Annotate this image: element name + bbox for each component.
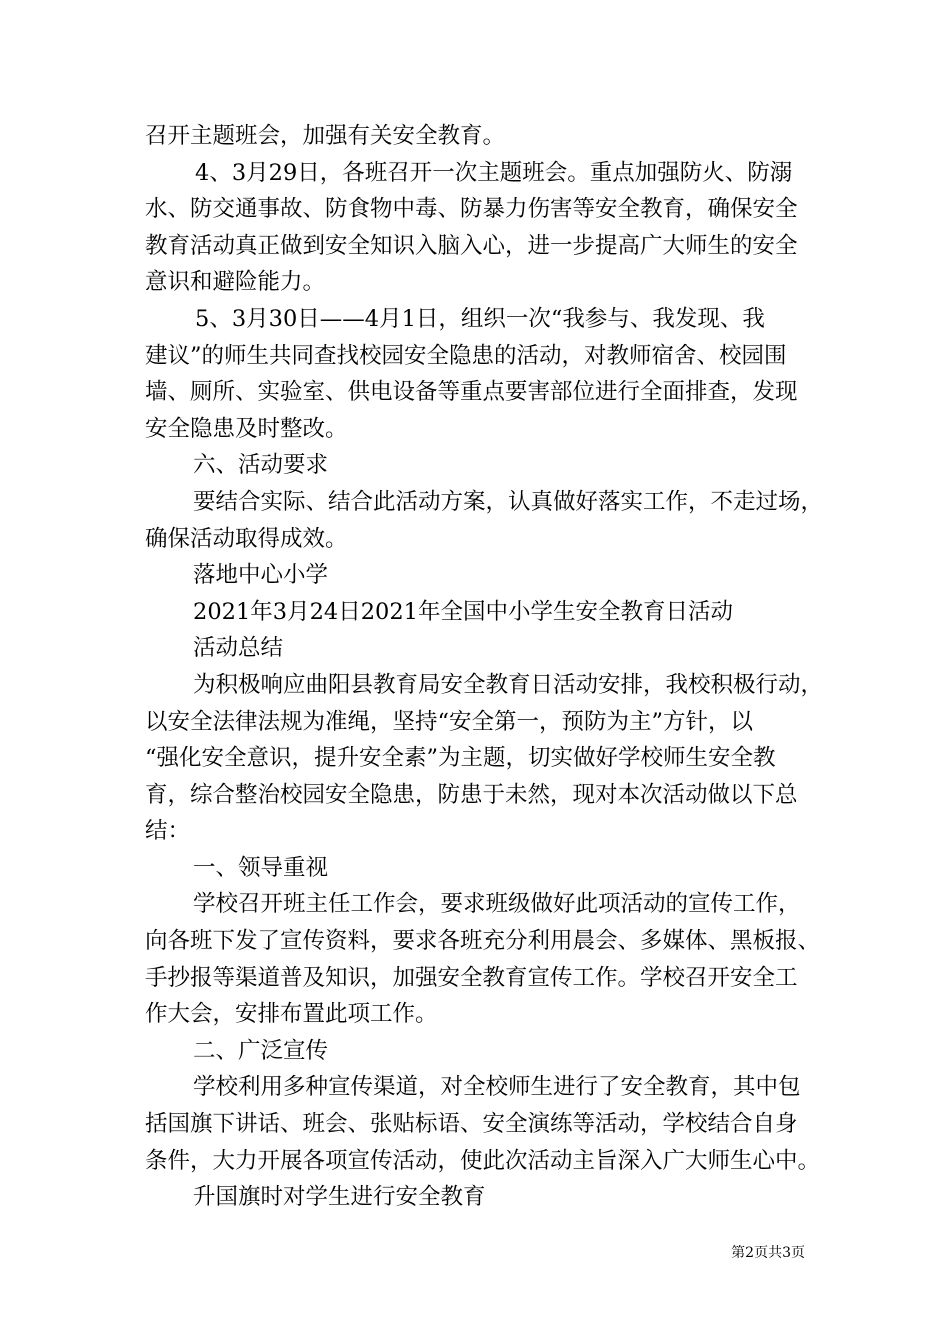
section-heading: 二、广泛宣传 — [193, 1037, 329, 1064]
text-line: 学校召开班主任工作会，要求班级做好此项活动的宣传工作， — [193, 891, 801, 918]
text-line: 为积极响应曲阳县教育局安全教育日活动安排，我校积极行动， — [193, 671, 824, 698]
text-line: 水、防交通事故、防食物中毒、防暴力伤害等安全教育，确保安全 — [145, 196, 798, 223]
text-line: 条件，大力开展各项宣传活动，使此次活动主旨深入广大师生心中。 — [145, 1147, 821, 1174]
text-line: 向各班下发了宣传资料，要求各班充分利用晨会、多媒体、黑板报、 — [145, 928, 821, 955]
text-line: 确保活动取得成效。 — [145, 525, 348, 552]
text-line: 手抄报等渠道普及知识，加强安全教育宣传工作。学校召开安全工 — [145, 964, 798, 991]
document-body — [145, 118, 825, 1216]
section-heading: 六、活动要求 — [193, 452, 329, 479]
text-line: 意识和避险能力。 — [145, 269, 326, 296]
text-line: 建议”的师生共同查找校园安全隐患的活动，对教师宿舍、校园围 — [145, 342, 787, 369]
text-line: 升国旗时对学生进行安全教育 — [193, 1184, 486, 1211]
text-line: 墙、厕所、实验室、供电设备等重点要害部位进行全面排查，发现 — [145, 379, 798, 406]
text-line: 5、3月30日——4月1日，组织一次“我参与、我发现、我 — [195, 305, 765, 332]
page-number: 第2页共3页 — [731, 1245, 805, 1261]
text-line: 召开主题班会，加强有关安全教育。 — [145, 123, 506, 149]
text-line: 安全隐患及时整改。 — [145, 415, 348, 442]
section-heading: 一、领导重视 — [193, 854, 329, 881]
document-title: 活动总结 — [193, 635, 284, 662]
text-line: 要结合实际、结合此活动方案，认真做好落实工作，不走过场， — [193, 488, 824, 515]
text-line: 4、3月29日，各班召开一次主题班会。重点加强防火、防溺 — [195, 159, 793, 186]
text-line: 育，综合整治校园安全隐患，防患于未然，现对本次活动做以下总 — [145, 781, 798, 808]
text-line: 教育活动真正做到安全知识入脑入心，进一步提高广大师生的安全 — [145, 232, 798, 259]
text-line: 括国旗下讲话、班会、张贴标语、安全演练等活动，学校结合自身 — [145, 1111, 798, 1138]
signature-school: 落地中心小学 — [193, 562, 329, 589]
date-and-title-line: 2021年3月24日2021年全国中小学生安全教育日活动 — [193, 598, 733, 625]
text-line: 作大会，安排布置此项工作。 — [145, 1001, 438, 1028]
text-line: 以安全法律法规为准绳，坚持“安全第一，预防为主”方针，以 — [145, 708, 754, 735]
text-line: 学校利用多种宣传渠道，对全校师生进行了安全教育，其中包 — [193, 1074, 801, 1101]
text-line: “强化安全意识，提升安全素”为主题，切实做好学校师生安全教 — [145, 745, 776, 772]
text-line: 结： — [145, 818, 191, 845]
